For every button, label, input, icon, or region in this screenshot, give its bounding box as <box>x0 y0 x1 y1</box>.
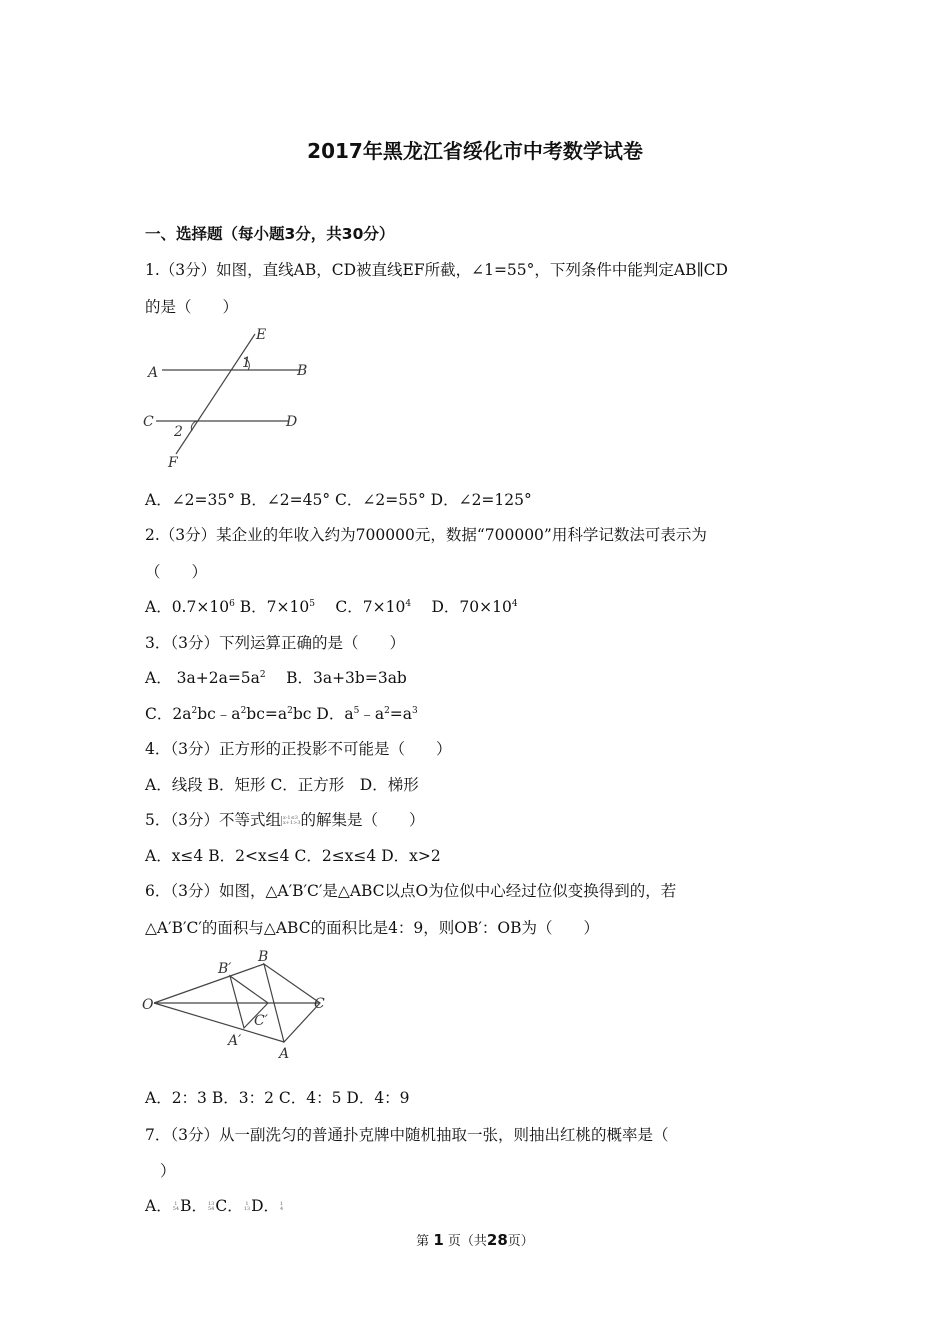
label-b: B <box>258 949 269 965</box>
q3-exp: 2 <box>191 706 198 716</box>
label-angle-2: 2 <box>174 424 183 440</box>
q5-sys-top: x-1≤3 <box>282 815 298 821</box>
line-ob <box>154 964 264 1003</box>
label-c: C <box>314 996 325 1012</box>
q2-option-b: B．7×10 <box>239 598 310 616</box>
q3-exp-a: 2 <box>259 670 266 680</box>
q3-d-part: =a <box>389 705 413 723</box>
section-heading: 一、选择题（每小题3分，共30分） <box>145 225 395 243</box>
q7-options <box>145 1195 284 1217</box>
label-c: C <box>143 414 154 430</box>
label-e: E <box>256 327 267 343</box>
frac-num: 1 <box>280 1201 284 1207</box>
q3-options-cd <box>145 703 418 725</box>
footer-post: 页） <box>507 1234 534 1249</box>
q4-options: A．线段 B．矩形 C．正方形 D．梯形 <box>145 776 419 794</box>
q2-options <box>145 596 518 618</box>
q1-options: A．∠2=35° B．∠2=45° C．∠2=55° D．∠2=125° <box>145 491 532 509</box>
q2-exp-a: 6 <box>229 599 235 609</box>
q4-stem: 4．（3分）正方形的正投影不可能是（ ） <box>145 740 452 758</box>
q7-frac-d <box>280 1202 283 1212</box>
q3-exp: 2 <box>240 706 247 716</box>
frac-num: 1 <box>245 1201 249 1207</box>
frac-num: 13 <box>207 1201 215 1207</box>
frac-den: 4 <box>280 1206 284 1212</box>
q7-frac-a <box>173 1202 179 1212</box>
q2-stem-line1: 2.（3分）某企业的年收入约为700000元，数据“700000”用科学记数法可表示为 <box>145 526 707 544</box>
q3-d-part: bc D．a <box>292 705 354 723</box>
page-footer <box>0 1230 950 1249</box>
q2-option-a: A．0.7×10 <box>145 598 230 616</box>
frac-num: 1 <box>174 1201 178 1207</box>
footer-page-number: 1 <box>433 1231 444 1249</box>
q6-stem-line2: △A′B′C′的面积与△ABC的面积比是4：9，则OB′：OB为（ ） <box>145 919 600 937</box>
label-a-prime: A′ <box>228 1033 242 1049</box>
q1-stem-line2: 的是（ ） <box>145 298 239 316</box>
q2-option-d: D．70×10 <box>415 598 512 616</box>
q2-stem-line2: （ ） <box>145 563 208 581</box>
q7-stem-line2: ） <box>160 1162 176 1180</box>
footer-pre: 第 <box>416 1234 430 1249</box>
q7-frac-b <box>208 1202 214 1212</box>
label-d: D <box>286 414 298 430</box>
q1-figure <box>140 322 320 472</box>
q7-frac-c <box>244 1202 250 1212</box>
q7-option-c: C． <box>215 1197 243 1215</box>
frac-den: 54 <box>207 1206 215 1212</box>
q3-c-part: C．2a <box>145 705 192 723</box>
q5-stem-pre: 5．（3分）不等式组 <box>145 811 281 829</box>
q6-stem-line1: 6．（3分）如图，△A′B′C′是△ABC以点O为位似中心经过位似变换得到的，若 <box>145 882 677 900</box>
q2-option-c: C．7×10 <box>319 598 406 616</box>
q3-exp: 3 <box>412 706 418 716</box>
q5-sys-bottom: x+1>3 <box>282 820 301 826</box>
q3-options-ab <box>145 667 407 689</box>
q2-exp-b: 5 <box>309 599 315 609</box>
q7-stem-line1: 7．（3分）从一副洗匀的普通扑克牌中随机抽取一张，则抽出红桃的概率是（ <box>145 1126 669 1144</box>
label-b: B <box>297 363 308 379</box>
q3-stem: 3．（3分）下列运算正确的是（ ） <box>145 634 405 652</box>
q6-options: A．2：3 B．3：2 C．4：5 D．4：9 <box>145 1089 410 1107</box>
q5-stem-post: 的解集是（ ） <box>300 811 425 829</box>
q3-exp: 5 <box>353 706 360 716</box>
q7-option-b: B． <box>180 1197 207 1215</box>
q3-exp: 2 <box>287 706 293 716</box>
q5-inequality-system <box>281 816 301 826</box>
q3-option-b: B．3a+3b=3ab <box>270 669 407 687</box>
q1-stem-line1: 1.（3分）如图，直线AB，CD被直线EF所截，∠1=55°，下列条件中能判定AB∥CD <box>145 261 728 279</box>
q7-option-a: A． <box>145 1197 172 1215</box>
label-angle-1: 1 <box>242 355 251 371</box>
q3-d-part: ﹣a <box>359 705 385 723</box>
q5-stem <box>145 809 425 831</box>
q3-c-part: bc=a <box>246 705 288 723</box>
q7-option-d: D． <box>251 1197 280 1215</box>
page-title: 2017年黑龙江省绥化市中考数学试卷 <box>307 139 643 163</box>
frac-den: 13 <box>243 1206 251 1212</box>
q3-exp: 2 <box>384 706 390 716</box>
q2-exp-c: 4 <box>405 599 412 609</box>
footer-mid: 页（共 <box>447 1234 487 1249</box>
q6-figure <box>140 948 340 1063</box>
q3-option-a: A． 3a+2a=5a <box>145 669 260 687</box>
label-o: O <box>142 997 154 1013</box>
label-c-prime: C′ <box>254 1013 268 1029</box>
label-f: F <box>168 455 178 471</box>
frac-den: 54 <box>172 1206 180 1212</box>
label-a: A <box>279 1046 290 1062</box>
footer-total-pages: 28 <box>486 1231 508 1249</box>
label-a: A <box>148 365 159 381</box>
q3-c-part: bc﹣a <box>197 705 241 723</box>
line-ef <box>176 334 255 454</box>
label-b-prime: B′ <box>218 961 232 977</box>
q5-options: A．x≤4 B．2<x≤4 C．2≤x≤4 D．x>2 <box>145 847 441 865</box>
q2-exp-d: 4 <box>511 599 518 609</box>
